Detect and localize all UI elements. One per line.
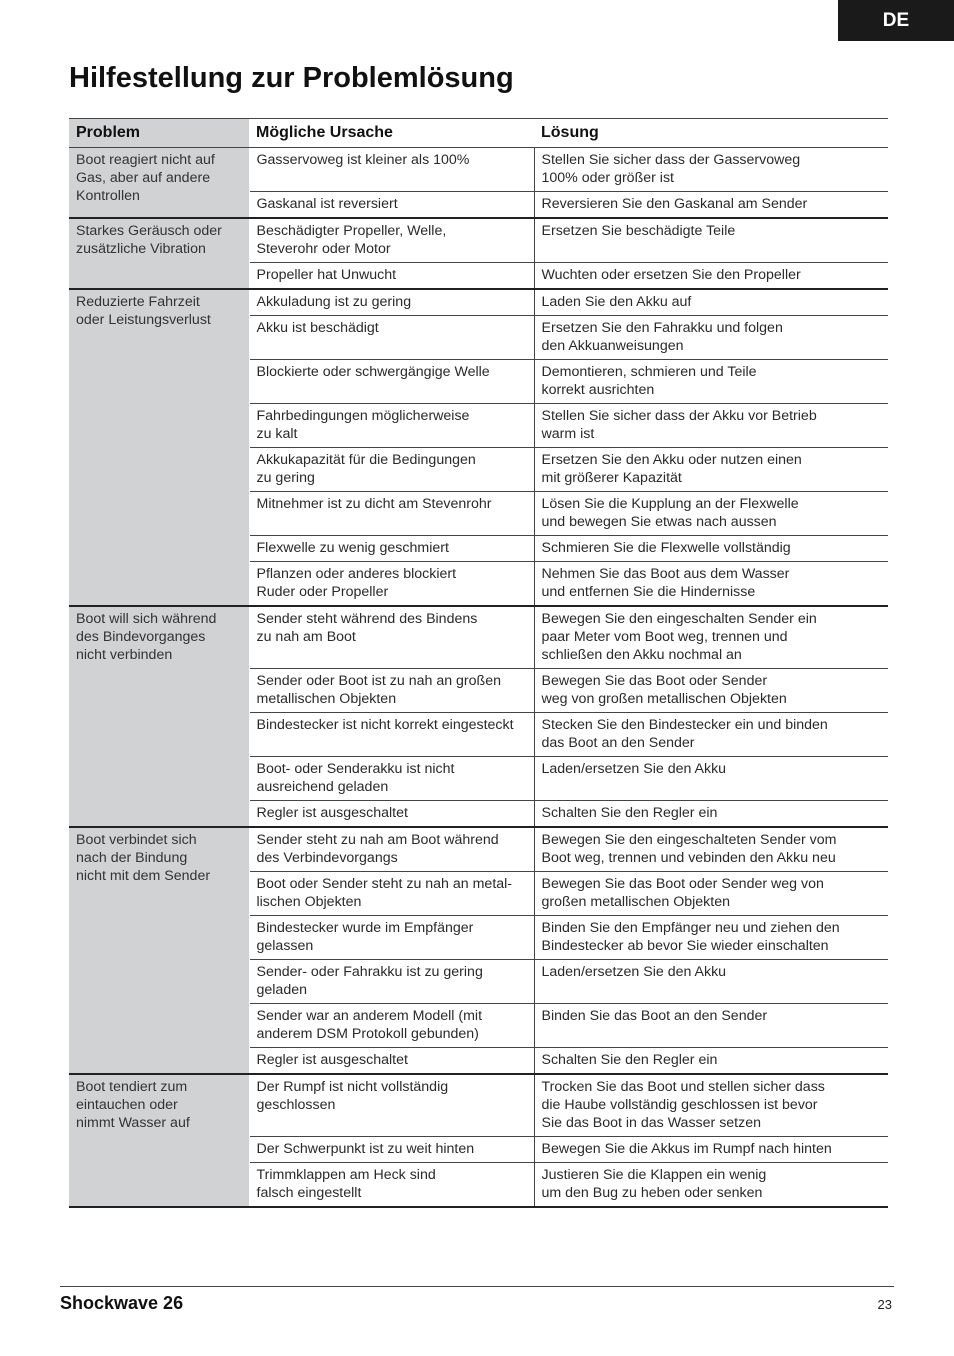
solution-cell: Wuchten oder ersetzen Sie den Propeller — [534, 263, 888, 290]
troubleshooting-table — [69, 118, 888, 1208]
cause-cell: Gaskanal ist reversiert — [249, 192, 534, 219]
header-problem: Problem — [69, 119, 249, 148]
solution-cell: Ersetzen Sie den Fahrakku und folgen den Akkuanweisungen — [534, 316, 888, 360]
cause-cell: Trimmklappen am Heck sind falsch eingestellt — [249, 1163, 534, 1208]
solution-cell: Laden/ersetzen Sie den Akku — [534, 757, 888, 801]
cause-cell: Boot- oder Senderakku ist nicht ausreichend geladen — [249, 757, 534, 801]
cause-cell: Regler ist ausgeschaltet — [249, 1048, 534, 1075]
table-header-row — [69, 119, 888, 148]
cause-cell: Flexwelle zu wenig geschmiert — [249, 536, 534, 562]
language-tab: DE — [838, 0, 954, 41]
problem-cell: Boot verbindet sich nach der Bindung nicht mit dem Sender — [69, 827, 249, 1074]
cause-cell: Propeller hat Unwucht — [249, 263, 534, 290]
cause-cell: Sender- oder Fahrakku ist zu gering geladen — [249, 960, 534, 1004]
table-row — [69, 1074, 888, 1137]
cause-cell: Sender steht während des Bindens zu nah am Boot — [249, 606, 534, 669]
solution-cell: Stellen Sie sicher dass der Akku vor Betrieb warm ist — [534, 404, 888, 448]
header-cause: Mögliche Ursache — [249, 119, 534, 148]
table-body — [69, 148, 888, 1208]
table-row — [69, 148, 888, 192]
cause-cell: Sender steht zu nah am Boot während des Verbindevorgangs — [249, 827, 534, 872]
table-row — [69, 606, 888, 669]
cause-cell: Mitnehmer ist zu dicht am Stevenrohr — [249, 492, 534, 536]
solution-cell: Schalten Sie den Regler ein — [534, 1048, 888, 1075]
solution-cell: Trocken Sie das Boot und stellen sicher dass die Haube vollständig geschlossen ist bevor Sie das Boot in das Wasser setzen — [534, 1074, 888, 1137]
problem-cell: Boot tendiert zum eintauchen oder nimmt Wasser auf — [69, 1074, 249, 1207]
footer-divider — [60, 1286, 894, 1287]
problem-cell: Boot will sich während des Bindevorganges nicht verbinden — [69, 606, 249, 827]
solution-cell: Ersetzen Sie den Akku oder nutzen einen mit größerer Kapazität — [534, 448, 888, 492]
solution-cell: Bewegen Sie die Akkus im Rumpf nach hinten — [534, 1137, 888, 1163]
solution-cell: Reversieren Sie den Gaskanal am Sender — [534, 192, 888, 219]
cause-cell: Sender war an anderem Modell (mit anderem DSM Protokoll gebunden) — [249, 1004, 534, 1048]
solution-cell: Nehmen Sie das Boot aus dem Wasser und entfernen Sie die Hindernisse — [534, 562, 888, 607]
solution-cell: Stecken Sie den Bindestecker ein und binden das Boot an den Sender — [534, 713, 888, 757]
solution-cell: Lösen Sie die Kupplung an der Flexwelle und bewegen Sie etwas nach aussen — [534, 492, 888, 536]
table-row — [69, 827, 888, 872]
cause-cell: Der Schwerpunkt ist zu weit hinten — [249, 1137, 534, 1163]
problem-cell: Reduzierte Fahrzeit oder Leistungsverlust — [69, 289, 249, 606]
solution-cell: Bewegen Sie das Boot oder Sender weg von großen metallischen Objekten — [534, 669, 888, 713]
cause-cell: Fahrbedingungen möglicherweise zu kalt — [249, 404, 534, 448]
solution-cell: Bewegen Sie den eingeschalteten Sender vom Boot weg, trennen und vebinden den Akku neu — [534, 827, 888, 872]
page-title: Hilfestellung zur Problemlösung — [69, 62, 514, 94]
cause-cell: Akkuladung ist zu gering — [249, 289, 534, 316]
cause-cell: Akkukapazität für die Bedingungen zu gering — [249, 448, 534, 492]
cause-cell: Blockierte oder schwergängige Welle — [249, 360, 534, 404]
cause-cell: Sender oder Boot ist zu nah an großen metallischen Objekten — [249, 669, 534, 713]
solution-cell: Stellen Sie sicher dass der Gasservoweg 100% oder größer ist — [534, 148, 888, 192]
cause-cell: Der Rumpf ist nicht vollständig geschlossen — [249, 1074, 534, 1137]
cause-cell: Regler ist ausgeschaltet — [249, 801, 534, 828]
cause-cell: Boot oder Sender steht zu nah an metal- lischen Objekten — [249, 872, 534, 916]
cause-cell: Pflanzen oder anderes blockiert Ruder oder Propeller — [249, 562, 534, 607]
solution-cell: Laden/ersetzen Sie den Akku — [534, 960, 888, 1004]
solution-cell: Bewegen Sie das Boot oder Sender weg von großen metallischen Objekten — [534, 872, 888, 916]
cause-cell: Bindestecker wurde im Empfänger gelassen — [249, 916, 534, 960]
solution-cell: Laden Sie den Akku auf — [534, 289, 888, 316]
cause-cell: Bindestecker ist nicht korrekt eingesteckt — [249, 713, 534, 757]
solution-cell: Binden Sie den Empfänger neu und ziehen den Bindestecker ab bevor Sie wieder einschalten — [534, 916, 888, 960]
footer-product-name: Shockwave 26 — [60, 1293, 184, 1313]
solution-cell: Justieren Sie die Klappen ein wenig um den Bug zu heben oder senken — [534, 1163, 888, 1208]
solution-cell: Schmieren Sie die Flexwelle vollständig — [534, 536, 888, 562]
header-solution: Lösung — [534, 119, 888, 148]
table-row — [69, 218, 888, 263]
cause-cell: Beschädigter Propeller, Welle, Steverohr oder Motor — [249, 218, 534, 263]
solution-cell: Ersetzen Sie beschädigte Teile — [534, 218, 888, 263]
solution-cell: Schalten Sie den Regler ein — [534, 801, 888, 828]
solution-cell: Bewegen Sie den eingeschalten Sender ein paar Meter vom Boot weg, trennen und schließen den Akku nochmal an — [534, 606, 888, 669]
solution-cell: Binden Sie das Boot an den Sender — [534, 1004, 888, 1048]
cause-cell: Akku ist beschädigt — [249, 316, 534, 360]
page-number: 23 — [877, 1297, 892, 1312]
problem-cell: Boot reagiert nicht auf Gas, aber auf andere Kontrollen — [69, 148, 249, 219]
solution-cell: Demontieren, schmieren und Teile korrekt ausrichten — [534, 360, 888, 404]
table-row — [69, 289, 888, 316]
problem-cell: Starkes Geräusch oder zusätzliche Vibration — [69, 218, 249, 289]
cause-cell: Gasservoweg ist kleiner als 100% — [249, 148, 534, 192]
